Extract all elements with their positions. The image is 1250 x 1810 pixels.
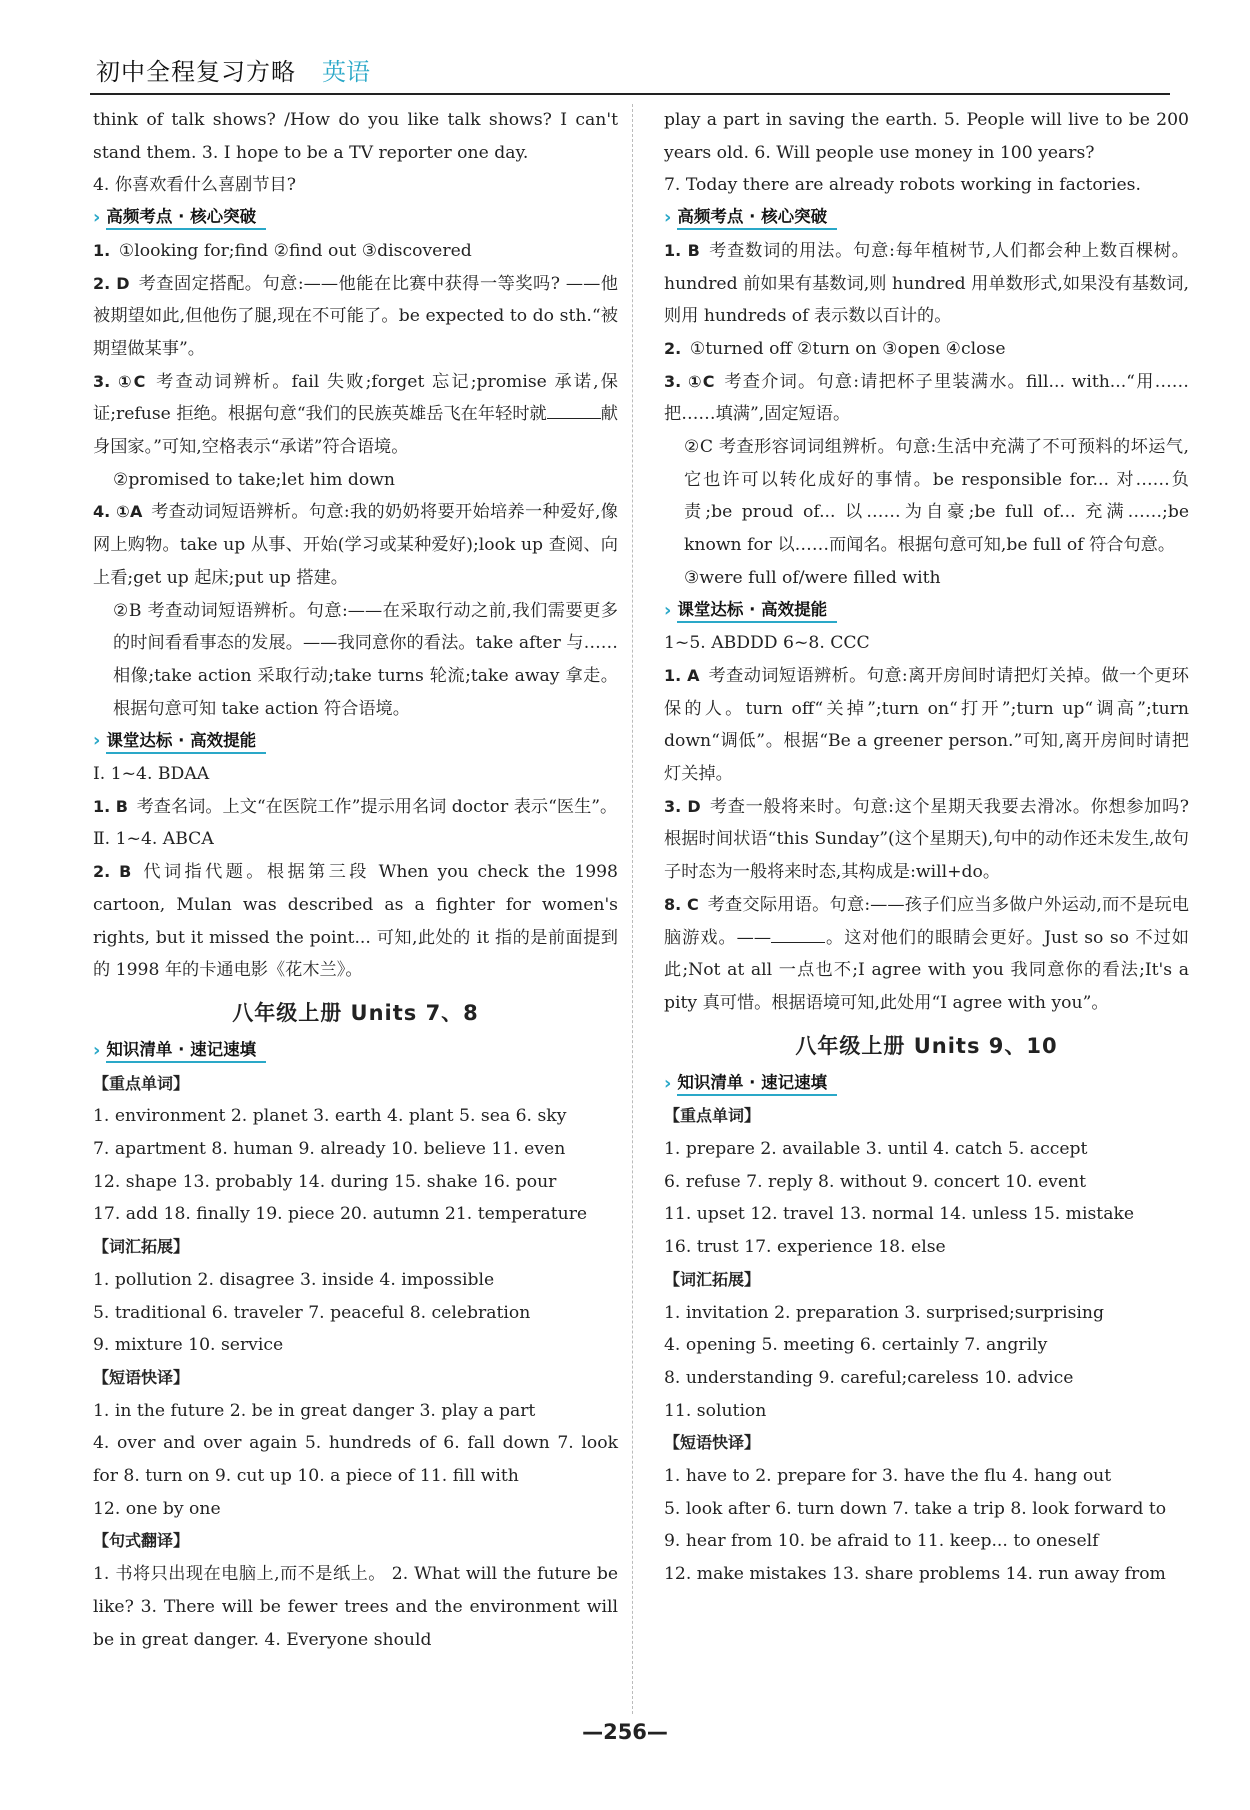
left-column <box>93 104 618 1656</box>
answer-text: 考查动词短语辨析。句意:我的奶奶将要开始培养一种爱好,像网上购物。take up 从事、开始(学习或某种爱好);look up 查阅、向上看;get up 起床;put up 搭建。 <box>93 502 618 588</box>
text-line: 4. over and over again 5. hundreds of 6. fall down 7. look for 8. turn on 9. cut up 10. a piece of 11. fill with <box>93 1433 618 1487</box>
fill-blank <box>547 400 601 419</box>
text-line: 1. prepare 2. available 3. until 4. catch 5. accept <box>664 1139 1088 1160</box>
answer-text: 考查交际用语。句意:——孩子们应当多做户外运动,而不是玩电脑游戏。—— <box>664 894 1189 948</box>
subject-label: 英语 <box>322 58 370 86</box>
section-heading-label: 高频考点 · 核心突破 <box>106 206 266 230</box>
section-heading <box>664 1068 1189 1101</box>
answer-number: 3. ①C <box>93 371 146 391</box>
text-line: 9. hear from 10. be afraid to 11. keep... to oneself <box>664 1531 1099 1552</box>
text-line: 7. Today there are already robots working in factories. <box>664 175 1141 196</box>
column-divider <box>632 104 633 1714</box>
answer-item <box>664 235 1189 333</box>
answer-number: 2. <box>664 338 682 358</box>
answer-text: 考查动词短语辨析。句意:离开房间时请把灯关掉。做一个更环保的人。turn off“关掉”;turn on“打开”;turn up“调高”;turn down“调低”。根据“Be a greener person.”可知,离开房间时请把灯关掉。 <box>664 665 1189 785</box>
text-line: Ⅱ. 1~4. ABCA <box>93 829 214 850</box>
text-line: Ⅰ. 1~4. BDAA <box>93 764 210 785</box>
text-line: 12. make mistakes 13. share problems 14. run away from <box>664 1564 1166 1585</box>
text-line: think of talk shows? /How do you like talk shows? I can't stand them. 3. I hope to be a TV reporter one day. <box>93 110 618 163</box>
text-line: 1. in the future 2. be in great danger 3. play a part <box>93 1400 536 1421</box>
answer-item <box>93 268 618 366</box>
answer-number: 4. ①A <box>93 502 143 522</box>
answer-item <box>93 496 618 594</box>
section-heading-label: 高频考点 · 核心突破 <box>677 206 837 230</box>
section-heading <box>664 202 1189 235</box>
chevron-right-icon: › <box>664 1072 672 1094</box>
section-heading-label: 知识清单 · 速记速填 <box>106 1039 266 1063</box>
text-line: play a part in saving the earth. 5. People will live to be 200 years old. 6. Will people use money in 100 years? <box>664 110 1189 163</box>
answer-item <box>664 889 1189 1020</box>
text-line: 5. traditional 6. traveler 7. peaceful 8. celebration <box>93 1302 531 1323</box>
unit-title: 八年级上册 Units 7、8 <box>232 1000 479 1025</box>
subsection-label: 【词汇拓展】 <box>664 1269 761 1289</box>
text-line: 12. one by one <box>93 1498 221 1519</box>
text-line: 1. invitation 2. preparation 3. surprised;surprising <box>664 1302 1105 1323</box>
answer-text: 考查介词。句意:请把杯子里装满水。fill... with...“用……把……填满”,固定短语。 <box>664 371 1189 425</box>
text-line: 8. understanding 9. careful;careless 10. advice <box>664 1367 1074 1388</box>
section-heading-label: 知识清单 · 速记速填 <box>677 1072 837 1096</box>
subsection-label: 【重点单词】 <box>93 1073 190 1093</box>
book-title: 初中全程复习方略 <box>96 58 296 86</box>
page-number: —256— <box>582 1720 668 1744</box>
chevron-right-icon: › <box>93 730 101 752</box>
text-line: 1. pollution 2. disagree 3. inside 4. impossible <box>93 1269 495 1290</box>
text-line: 6. refuse 7. reply 8. without 9. concert 10. event <box>664 1171 1087 1192</box>
answer-text: 考查数词的用法。句意:每年植树节,人们都会种上数百棵树。hundred 前如果有基数词,则 hundred 用单数形式,如果没有基数词,则用 hundreds of 表示数以百计的。 <box>664 240 1189 327</box>
answer-text: 考查名词。上文“在医院工作”提示用名词 doctor 表示“医生”。 <box>136 796 618 817</box>
answer-item <box>664 660 1189 791</box>
answer-subitem: ②promised to take;let him down <box>113 469 395 490</box>
answer-number: 2. B <box>93 862 132 882</box>
answer-text: ①looking for;find ②find out ③discovered <box>118 240 472 261</box>
answer-number: 8. C <box>664 894 699 914</box>
chevron-right-icon: › <box>93 207 101 229</box>
answer-text: 考查动词辨析。fail 失败;forget 忘记;promise 承诺,保证;refuse 拒绝。根据句意“我们的民族英雄岳飞在年轻时就 <box>93 371 618 425</box>
text-line: 1. have to 2. prepare for 3. have the flu 4. hang out <box>664 1466 1112 1487</box>
answer-number: 1. <box>93 240 111 260</box>
chevron-right-icon: › <box>664 207 672 229</box>
subsection-label: 【重点单词】 <box>664 1106 761 1126</box>
subsection-label: 【词汇拓展】 <box>93 1237 190 1257</box>
answer-number: 1. B <box>93 796 128 816</box>
text-line: 7. apartment 8. human 9. already 10. believe 11. even <box>93 1139 566 1160</box>
answer-item <box>664 366 1189 431</box>
unit-title: 八年级上册 Units 9、10 <box>795 1033 1058 1058</box>
right-column <box>664 104 1189 1591</box>
answer-number: 2. D <box>93 273 130 293</box>
answer-text-after: 。这对他们的眼睛会更好。Just so so 不过如此;Not at all 一点也不;I agree with you 我同意你的看法;It's a pity 真可惜。根据语境可知,此处用“I agree with you”。 <box>664 927 1189 1013</box>
answer-text: 代词指代题。根据第三段 When you check the 1998 cartoon, Mulan was described as a fighter for women's rights, but it missed the point... 可知,此处的 it 指的是前面提到的 1998 年的卡通电影《花木兰》。 <box>93 862 618 981</box>
text-line: 1. environment 2. planet 3. earth 4. plant 5. sea 6. sky <box>93 1106 567 1127</box>
answer-number: 1. A <box>664 665 700 685</box>
page-header <box>96 52 370 92</box>
header-rule <box>90 93 1170 95</box>
answer-item <box>93 791 618 824</box>
section-heading <box>93 1035 618 1068</box>
answer-text: 考查一般将来时。句意:这个星期天我要去滑冰。你想参加吗? 根据时间状语“this Sunday”(这个星期天),句中的动作还未发生,故句子时态为一般将来时态,其构成是:will+do。 <box>664 796 1189 883</box>
chevron-right-icon: › <box>93 1039 101 1061</box>
answer-number: 3. D <box>664 796 701 816</box>
answer-number: 1. B <box>664 240 700 260</box>
answer-item <box>93 856 618 987</box>
text-line: 1~5. ABDDD 6~8. CCC <box>664 633 870 654</box>
text-line: 4. opening 5. meeting 6. certainly 7. angrily <box>664 1335 1048 1356</box>
answer-subitem: ②B 考查动词短语辨析。句意:——在采取行动之前,我们需要更多的时间看看事态的发展。——我同意你的看法。take after 与……相像;take action 采取行动;take turns 轮流;take away 拿走。根据句意可知 take action 符合语境。 <box>113 600 618 719</box>
text-line: 16. trust 17. experience 18. else <box>664 1237 946 1258</box>
answer-subitem: ②C 考查形容词词组辨析。句意:生活中充满了不可预料的坏运气,它也许可以转化成好的事情。be responsible for... 对……负责;be proud of... 以……为自豪;be full of... 充满……;be known for 以……而闻名。根据句意可知,be full of 符合句意。 <box>684 437 1189 556</box>
fill-blank <box>771 924 825 943</box>
answer-item <box>93 235 618 268</box>
answer-text: 考查固定搭配。句意:——他能在比赛中获得一等奖吗? ——他被期望如此,但他伤了腿,现在不可能了。be expected to do sth.“被期望做某事”。 <box>93 273 618 359</box>
subsection-label: 【短语快译】 <box>93 1367 190 1387</box>
subsection-label: 【短语快译】 <box>664 1433 761 1453</box>
answer-number: 3. ①C <box>664 371 715 391</box>
text-line: 17. add 18. finally 19. piece 20. autumn 21. temperature <box>93 1204 588 1225</box>
text-line: 11. solution <box>664 1400 767 1421</box>
section-heading-label: 课堂达标 · 高效提能 <box>677 599 837 623</box>
section-heading <box>93 202 618 235</box>
section-heading <box>664 595 1189 628</box>
answer-item <box>93 366 618 464</box>
answer-item <box>664 791 1189 889</box>
text-line: 5. look after 6. turn down 7. take a trip 8. look forward to <box>664 1498 1167 1519</box>
answer-text: ①turned off ②turn on ③open ④close <box>689 338 1006 359</box>
section-heading <box>93 725 618 758</box>
text-line: 4. 你喜欢看什么喜剧节目? <box>93 175 296 196</box>
text-line: 1. 书将只出现在电脑上,而不是纸上。 2. What will the future be like? 3. There will be fewer trees and the environment will be in great danger. 4. Everyone should <box>93 1564 618 1650</box>
answer-subitem: ③were full of/were filled with <box>684 567 941 588</box>
text-line: 11. upset 12. travel 13. normal 14. unless 15. mistake <box>664 1204 1135 1225</box>
text-line: 12. shape 13. probably 14. during 15. shake 16. pour <box>93 1171 557 1192</box>
text-line: 9. mixture 10. service <box>93 1335 284 1356</box>
chevron-right-icon: › <box>664 599 672 621</box>
section-heading-label: 课堂达标 · 高效提能 <box>106 730 266 754</box>
answer-text-after: 献身国家。”可知,空格表示“承诺”符合语境。 <box>93 404 618 458</box>
subsection-label: 【句式翻译】 <box>93 1531 190 1551</box>
answer-item <box>664 333 1189 366</box>
